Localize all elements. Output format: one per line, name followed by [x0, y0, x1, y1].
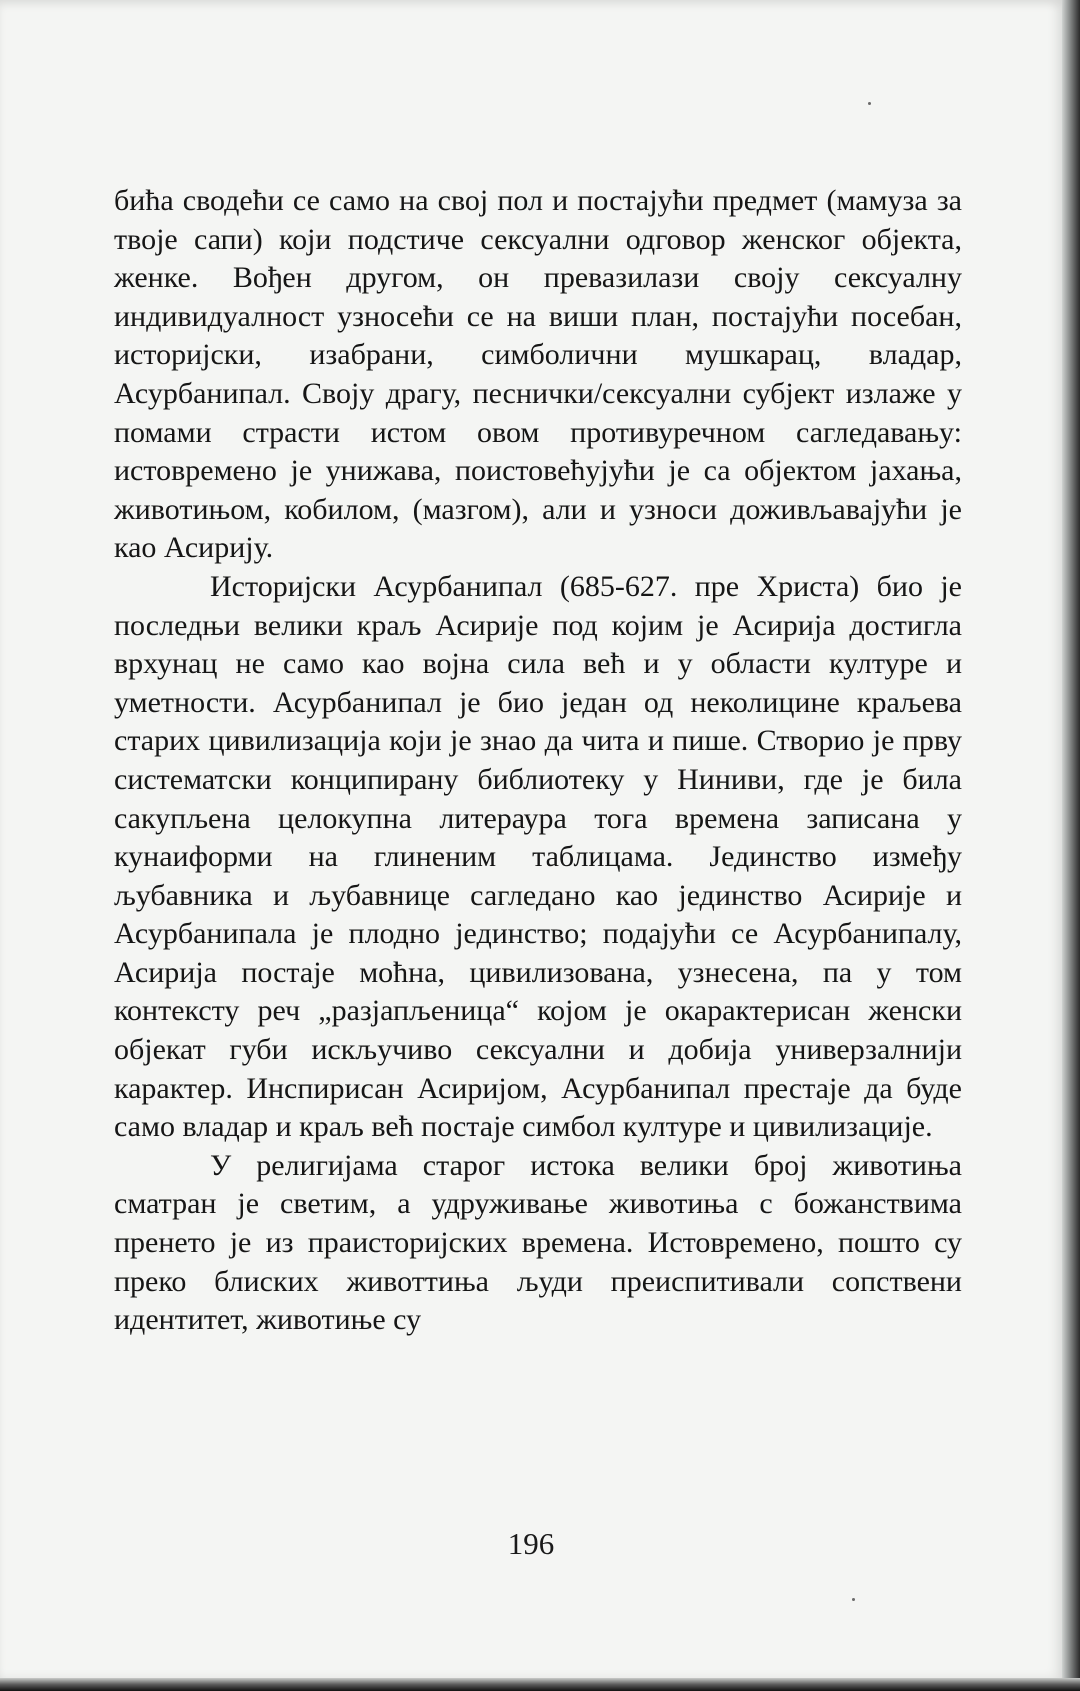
paragraph-2: Историјски Асурбанипал (685-627. пре Христа) био је последњи велики краљ Асирије под којим је Асирија достигла врхунац не само као војна сила већ и у области културе и уметности. Асурбанипал је био један од неколицине краљева старих цивилизација који је знао да чита и пише. Створио је прву систематски конципирану библиотеку у Ниниви, где је била сакупљена целокупна литераура тога времена записана у кунаиформи на глиненим таблицама. Јединство између љубавника и љубавнице сагледано као јединство Асирије и Асурбанипала је плодно јединство; подајући се Асурбанипалу, Асирија постаје моћна, цивилизована, узнесена, па у том контексту реч „разјапљеница“ којом је окарактерисан женски објекат губи искључиво сексуални и добија универзалнији карактер. Инспирисан Асиријом, Асурбанипал престаје да буде само владар и краљ већ постаје симбол културе и цивилизације. [114, 569, 962, 1144]
paper-speck [852, 1598, 855, 1601]
paper-speck [868, 102, 871, 105]
paragraph-1: бића сводећи се само на свој пол и постајући предмет (мамуза за твоје сапи) који подстиче сексуални одговор женског објекта, женке. Вођен другом, он превазилази своју сексуалну индивидуалност узносећи се на виши план, постајући посебан, историјски, изабрани, симболични мушкарац, владар, Асурбанипал. Своју драгу, песнички/сексуални субјект излаже у помами страсти истом овом противуречном сагледавању: истовремено је унижава, поистовећујући је са објектом јахања, животињом, кобилом, (мазгом), али и узноси доживљавајући је као Асирију. [114, 184, 962, 565]
page-number: 196 [507, 1526, 555, 1561]
page-edge-right [1062, 0, 1080, 1691]
paragraph-3: У религијама старог истока велики број животиња сматран је светим, а удруживање животиња с божанствима пренето је из праисторијских времена. Истовремено, пошто су преко блиских животтиња људи преиспитивали сопствени идентитет, животиње су [114, 1148, 962, 1337]
body-text [114, 182, 962, 1340]
page-edge-bottom [0, 1678, 1080, 1691]
